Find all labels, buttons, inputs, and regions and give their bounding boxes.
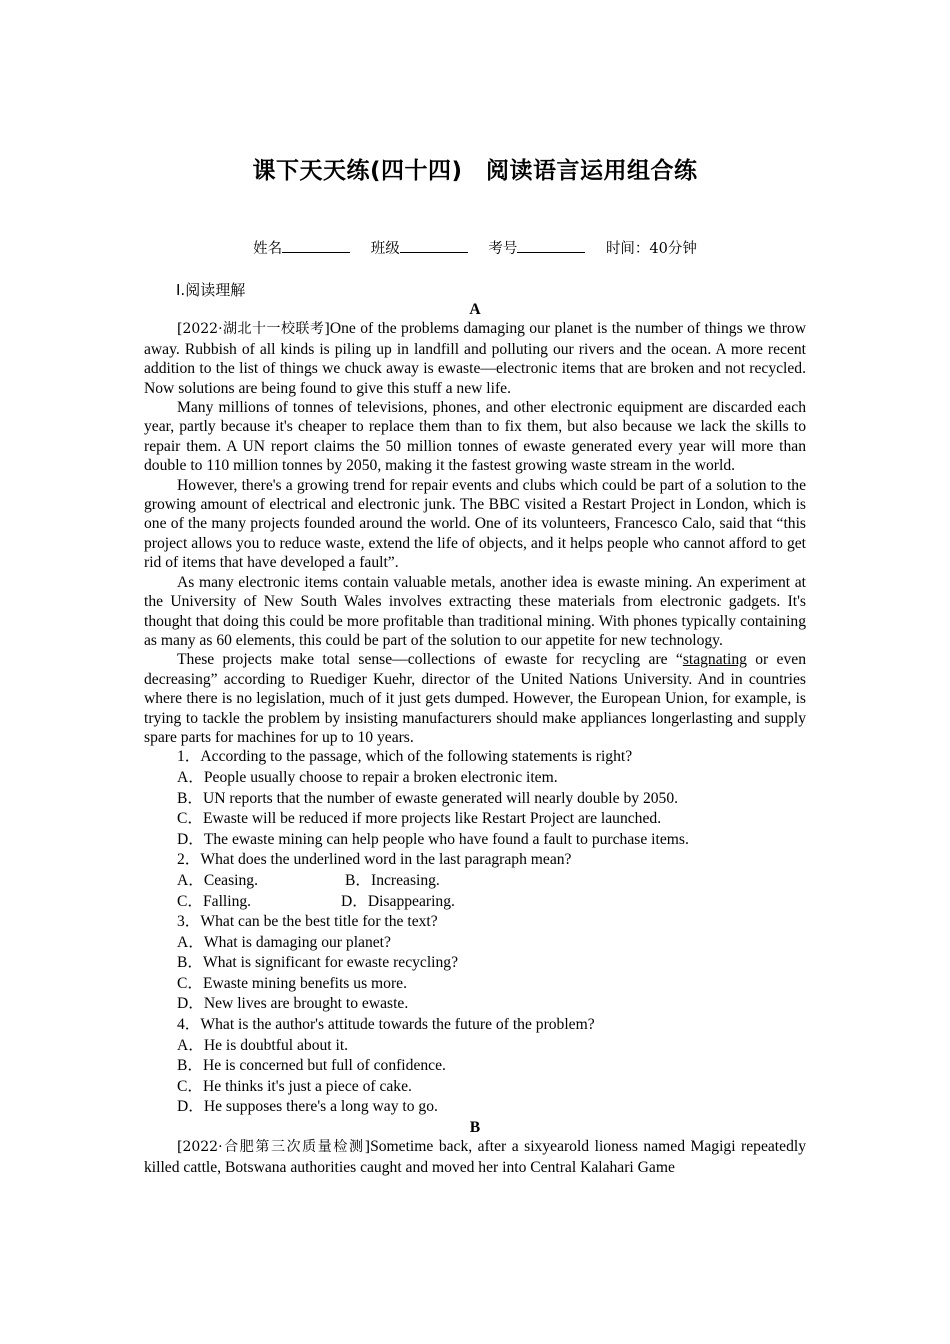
question-3-option-c[interactable]: C．Ewaste mining benefits us more. bbox=[177, 974, 407, 992]
question-1-option-a[interactable]: A．People usually choose to repair a broken electronic item. bbox=[177, 768, 558, 786]
question-2-options-row-1 bbox=[144, 871, 806, 892]
page-title: 课下天天练(四十四) 阅读语言运用组合练 bbox=[252, 158, 698, 184]
paragraph-5-text-after: or even decreasing” according to Ruediger Kuehr, director of the United Nations University. And in countries where there is no legislation, much of it just gets dumped. However, the European Union, for example, is trying to tackle the problem by insisting manufacturers should make appliances longerlasting and supply spare parts for machines for up to 10 years. bbox=[144, 651, 806, 746]
number-label: 考号 bbox=[488, 241, 518, 257]
name-blank[interactable] bbox=[282, 240, 350, 253]
student-info-row bbox=[144, 237, 806, 258]
question-1-option-d[interactable]: D．The ewaste mining can help people who have found a fault to purchase items. bbox=[177, 830, 689, 848]
question-2-option-d[interactable]: D．Disappearing. bbox=[341, 892, 455, 910]
question-4-option-b[interactable]: B．He is concerned but full of confidence. bbox=[177, 1057, 446, 1075]
question-1-option-b[interactable]: B．UN reports that the number of ewaste generated will nearly double by 2050. bbox=[177, 789, 679, 807]
number-field bbox=[488, 241, 585, 257]
number-blank[interactable] bbox=[517, 240, 585, 253]
passage-a-paragraph-5 bbox=[144, 650, 806, 747]
class-blank[interactable] bbox=[400, 240, 468, 253]
passage-a-source: [2022·湖北十一校联考] bbox=[177, 321, 330, 338]
passage-b-source: [2022·合肥第三次质量检测] bbox=[177, 1139, 371, 1156]
passage-b-paragraph-1 bbox=[144, 1137, 806, 1177]
passage-a-paragraph-2: Many millions of tonnes of televisions, phones, and other electronic equipment are discarded each year, partly because it's cheaper to replace them than to fix them, but also because we lack the skills to repair them. A UN report claims the 50 million tonnes of ewaste generated every year will more than double to 110 million tonnes by 2050, making it the fastest growing waste stream in the world. bbox=[144, 399, 806, 475]
question-3-option-d[interactable]: D．New lives are brought to ewaste. bbox=[177, 995, 409, 1013]
time-label: 时间：40分钟 bbox=[605, 241, 697, 257]
question-1-option-c[interactable]: C．Ewaste will be reduced if more projects like Restart Project are launched. bbox=[177, 810, 662, 828]
paragraph-5-text-before: These projects make total sense—collections of ewaste for recycling are “ bbox=[177, 651, 683, 669]
passage-b-paragraph-1-text: Sometime back, after a sixyearold lioness named Magigi repeatedly killed cattle, Botswana authorities caught and moved her into Central Kalahari Game bbox=[144, 1138, 806, 1176]
passage-a-paragraph-1 bbox=[144, 319, 806, 398]
passage-a-heading: A bbox=[469, 301, 481, 318]
question-3-option-b[interactable]: B．What is significant for ewaste recycling? bbox=[177, 954, 459, 972]
question-3-option-a[interactable]: A．What is damaging our planet? bbox=[177, 933, 391, 951]
reading-content bbox=[144, 300, 806, 1177]
question-4-stem: 4．What is the author's attitude towards the future of the problem? bbox=[177, 1016, 595, 1034]
passage-a-paragraph-4: As many electronic items contain valuable metals, another idea is ewaste mining. An experiment at the University of New South Wales involves extracting these materials from electronic gadgets. It's thought that doing this could be more profitable than traditional mining. With phones typically containing as many as 60 elements, this could be part of the solution to our appetite for new technology. bbox=[144, 573, 806, 649]
question-3-stem: 3．What can be the best title for the text? bbox=[177, 913, 438, 931]
question-2-option-b[interactable]: B．Increasing. bbox=[345, 871, 440, 889]
passage-a-paragraph-1-text: One of the problems damaging our planet is the number of things we throw away. Rubbish of all kinds is piling up in landfill and polluting our rivers and the ocean. A more recent addition to the list of things we chuck away is ewaste—electronic items that are broken and not recycled. Now solutions are being found to give this stuff a new life. bbox=[144, 320, 806, 397]
question-2-options-row-2 bbox=[144, 892, 806, 913]
question-1-stem: 1．According to the passage, which of the following statements is right? bbox=[177, 748, 633, 766]
question-4-option-d[interactable]: D．He supposes there's a long way to go. bbox=[177, 1098, 438, 1116]
passage-a-paragraph-3: However, there's a growing trend for repair events and clubs which could be part of a solution to the growing amount of electrical and electronic junk. The BBC visited a Restart Project in London, which is one of the many projects founded around the world. One of its volunteers, Francesco Calo, said that “this project allows you to reduce waste, extend the life of objects, and it helps people who cannot afford to get rid of items that have developed a fault”. bbox=[144, 476, 806, 572]
class-field bbox=[371, 241, 468, 257]
passage-b-heading: B bbox=[469, 1119, 481, 1137]
class-label: 班级 bbox=[370, 241, 400, 257]
question-2-option-c[interactable]: C．Falling. bbox=[177, 892, 252, 910]
underlined-word: stagnating bbox=[682, 651, 747, 669]
question-2-stem: 2．What does the underlined word in the last paragraph mean? bbox=[177, 851, 572, 869]
question-2-option-a[interactable]: A．Ceasing. bbox=[177, 871, 258, 889]
question-4-option-c[interactable]: C．He thinks it's just a piece of cake. bbox=[177, 1077, 412, 1095]
name-label: 姓名 bbox=[253, 241, 283, 257]
question-4-option-a[interactable]: A．He is doubtful about it. bbox=[177, 1036, 349, 1054]
name-field bbox=[253, 241, 350, 257]
section-heading: Ⅰ.阅读理解 bbox=[176, 281, 246, 299]
